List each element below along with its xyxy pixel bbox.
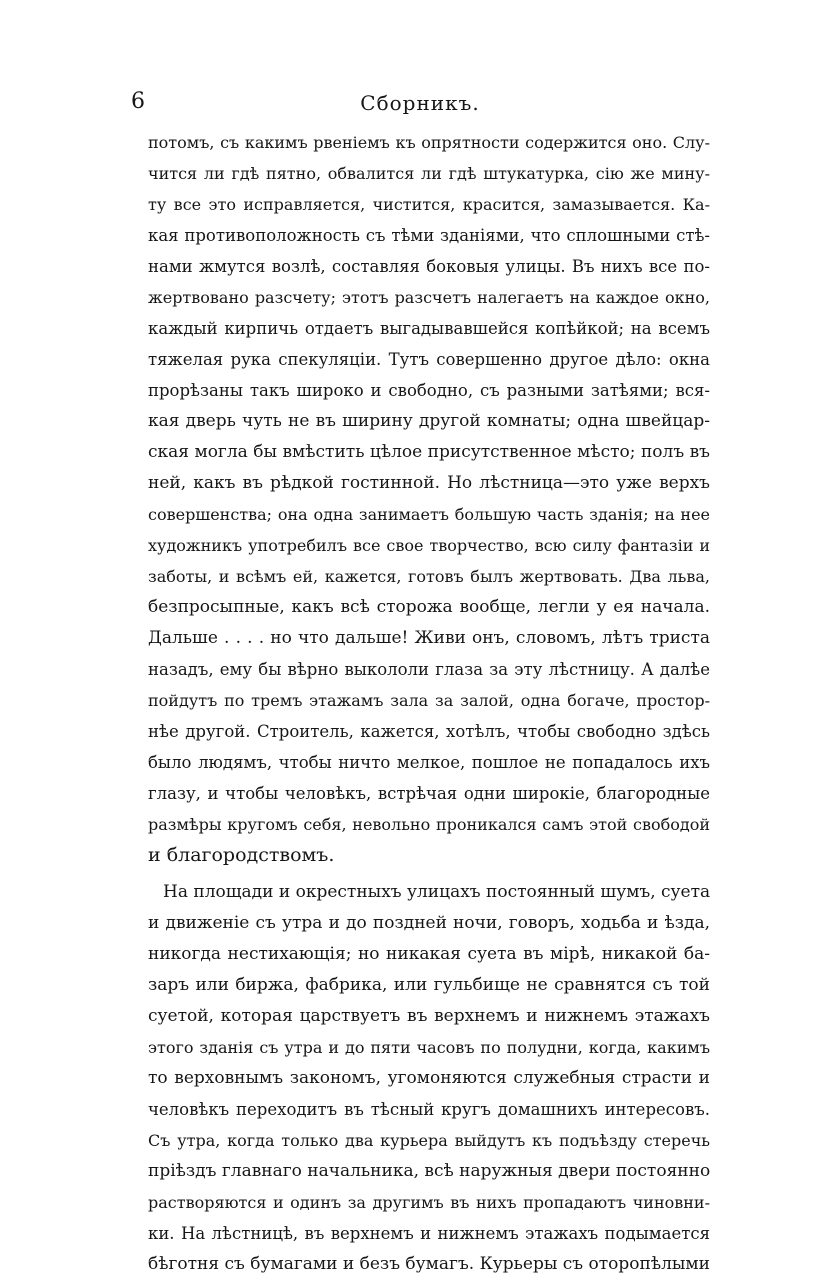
paragraph (148, 877, 710, 1280)
text-line: ней, какъ въ рѣдкой гостинной. Но лѣстница—это уже верхъ (148, 473, 710, 493)
text-line: Съ утра, когда только два курьера выйдутъ къ подъѣзду стеречь (148, 1131, 710, 1150)
text-line: Дальше . . . . но что дальше! Живи онъ, словомъ, лѣтъ триста (148, 628, 710, 648)
text-line: суетой, которая царствуетъ въ верхнемъ и нижнемъ этажахъ (148, 1006, 710, 1026)
text-line: ки. На лѣстницѣ, въ верхнемъ и нижнемъ этажахъ подымается (148, 1224, 710, 1243)
text-line: чится ли гдѣ пятно, обвалится ли гдѣ штукатурка, сію же мину- (148, 164, 710, 183)
body-text (148, 127, 710, 1280)
text-line: прорѣзаны такъ широко и свободно, съ разными затѣями; вся- (148, 381, 710, 400)
text-line: и благородствомъ. (148, 844, 335, 866)
text-line: На площади и окрестныхъ улицахъ постоянный шумъ, суета (163, 882, 710, 902)
text-line: кая дверь чуть не въ ширину другой комнаты; одна швейцар- (148, 411, 710, 431)
text-line: художникъ употребилъ все свое творчество, всю силу фантазіи и (148, 536, 710, 555)
text-line: заръ или биржа, фабрика, или гульбище не сравнятся съ той (148, 975, 710, 995)
text-line: заботы, и всѣмъ ей, кажется, готовъ былъ жертвовать. Два льва, (148, 567, 710, 586)
text-line: нами жмутся возлѣ, составляя боковыя улицы. Въ нихъ все по- (148, 257, 710, 276)
text-line: жертвовано разсчету; этотъ разсчетъ налегаетъ на каждое окно, (148, 288, 710, 307)
paragraph (148, 127, 710, 871)
text-line: ту все это исправляется, чистится, красится, замазывается. Ка- (148, 195, 710, 214)
text-line: и движеніе съ утра и до поздней ночи, говоръ, ходьба и ѣзда, (148, 913, 710, 933)
text-line: потомъ, съ какимъ рвеніемъ къ опрятности содержится оно. Слу- (148, 133, 710, 152)
text-line: совершенства; она одна занимаетъ большую часть зданія; на нее (148, 505, 710, 524)
text-line: кая противоположность съ тѣми зданіями, что сплошными стѣ- (148, 226, 710, 245)
text-line: человѣкъ переходитъ въ тѣсный кругъ домашнихъ интересовъ. (148, 1100, 710, 1119)
text-line: размѣры кругомъ себя, невольно проникался самъ этой свободой (148, 815, 710, 834)
text-line: пріѣздъ главнаго начальника, всѣ наружныя двери постоянно (148, 1161, 710, 1181)
text-line: никогда нестихающія; но никакая суета въ мірѣ, никакой ба- (148, 944, 710, 964)
text-line: безпросыпные, какъ всѣ сторожа вообще, легли у ея начала. (148, 597, 710, 617)
text-line: этого зданія съ утра и до пяти часовъ по полудни, когда, какимъ (148, 1038, 710, 1057)
text-line: нѣе другой. Строитель, кажется, хотѣлъ, чтобы свободно здѣсь (148, 722, 710, 741)
page-number: 6 (131, 89, 145, 114)
text-line: было людямъ, чтобы ничто мелкое, пошлое не попадалось ихъ (148, 753, 710, 772)
text-line: пойдутъ по тремъ этажамъ зала за залой, одна богаче, простор- (148, 691, 710, 710)
text-line: тяжелая рука спекуляціи. Тутъ совершенно другое дѣло: окна (148, 350, 710, 369)
text-line: растворяются и одинъ за другимъ въ нихъ пропадаютъ чиновни- (148, 1193, 710, 1212)
text-line: бѣготня съ бумагами и безъ бумагъ. Курьеры съ оторопѣлыми (148, 1254, 710, 1274)
running-head: Сборникъ. (360, 91, 480, 115)
text-line: то верховнымъ закономъ, угомоняются служебныя страсти и (148, 1068, 710, 1088)
text-line: назадъ, ему бы вѣрно выкололи глаза за эту лѣстницу. А далѣе (148, 660, 710, 679)
text-line: глазу, и чтобы человѣкъ, встрѣчая одни широкіе, благородные (148, 784, 710, 803)
text-line: ская могла бы вмѣстить цѣлое присутственное мѣсто; полъ въ (148, 442, 710, 462)
text-line: каждый кирпичь отдаетъ выгадывавшейся копѣйкой; на всемъ (148, 319, 710, 338)
